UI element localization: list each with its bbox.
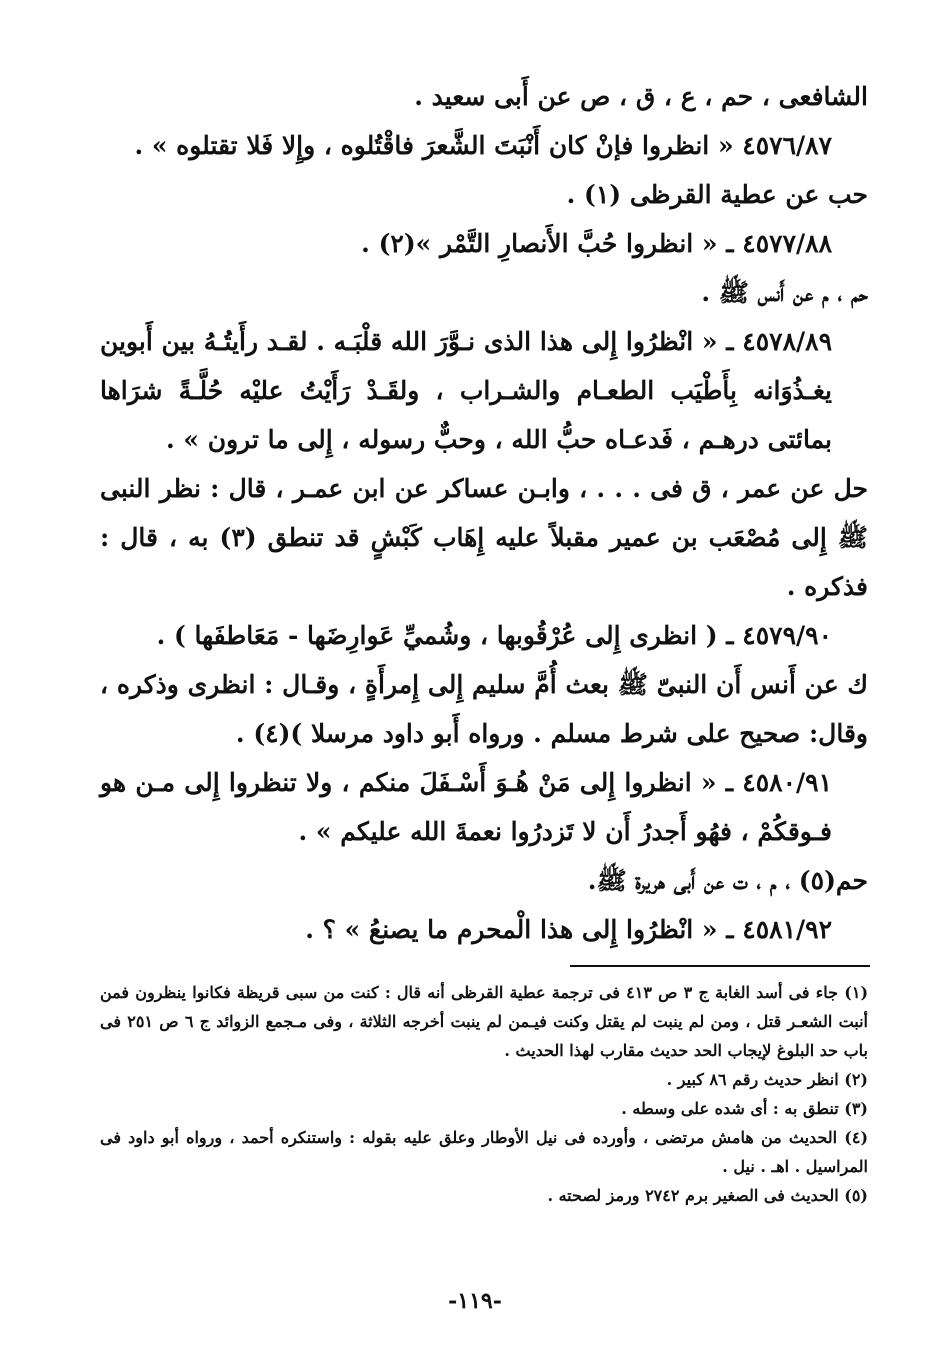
footnote: (٥) الحديث فى الصغير برم ٢٧٤٢ ورمز لصحته . [547,1186,868,1205]
hadith-4580: ٤٥٨٠/٩١ ـ « انظروا إِلى مَنْ هُـوَ أَسْـفَلَ منكم ، ولا تنظروا إِلى مـن هو فـوقكُمْ ، فهُو أَجدرُ أَن لا تَزدرُوا نعمةَ الله عليكم » . [100,768,832,846]
footnote: (١) جاء فى أسد الغابة ج ٣ ص ٤١٣ فى ترجمة عطية القرظى أنه قال : كنت من سبى قريظة فكانوا ينظرون فمن أنبت الشعـر قتل ، ومن لم ينبت لم يقتل وكنت فيـمن لم ينبت أخرجه الثلاثة ، وفى مـجمع الزوائد ج ٦ ص ٢٥١ فى باب حد البلوغ لإيجاب الحد حديث مقارب لهذا الحديث . [100,983,869,1060]
source-line: ك عن أَنس أَن النبىّ ﷺ بعث أُمَّ سليم إِلى إِمرأَةٍ ، وقـال : انظرى وذكره ، وقال: صحيح على شرط مسلم . ورواه أَبو داود مرسلا )(٤) . [100,670,868,748]
source-line: حم ، م عن أَنس ﷺ . [701,278,868,307]
hadith-4577: ٤٥٧٧/٨٨ ـ « انظروا حُبَّ الأَنصارِ التَّمْر »(٢) . [361,229,832,258]
page-body [100,72,868,954]
footnote: (٤) الحديث من هامش مرتضى ، وأورده فى نيل الأوطار وعلق عليه بقوله : واستنكره أحمد ، ورواه أبو داود فى المراسيل . اهـ . نيل . [100,1128,869,1176]
source-line: الشافعى ، حم ، ع ، ق ، ص عن أَبى سعيد . [414,82,868,111]
footnote: (٢) انظر حديث رقم ٨٦ كبير . [666,1070,868,1089]
footnote-divider [570,965,870,967]
source-line: حب عن عطية القرظى (١) . [566,180,868,209]
hadith-4581: ٤٥٨١/٩٢ ـ « انْظرُوا إِلى هذا الْمحرم ما يصنعُ » ؟ . [305,915,832,944]
hadith-4579: ٤٥٧٩/٩٠ ـ ( انظرى إِلى عُرْقُوبها ، وشُميِّ عَوارِضَها - مَعَاطفَها ) . [156,621,832,650]
page-number: -١١٩- [448,1288,502,1314]
footnotes [100,978,868,1210]
hadith-4576: ٤٥٧٦/٨٧ « انظروا فإنْ كان أَنْبَتَ الشَّعرَ فاقْتُلوه ، وإِلا فَلا تقتلوه » . [134,131,832,160]
source-line: حم(٥) ، م ، ت عن أَبى هريرة ﷺ. [587,866,868,895]
source-line: حل عن عمر ، ق فى . . . ، وابـن عساكر عن ابن عمـر ، قال : نظر النبى ﷺ إِلى مُصْعَب بن عمير مقبلاً عليه إِهَاب كَبْشٍ قد تنطق (٣) به ، قال : فذكره . [100,474,869,601]
footnote: (٣) تنطق به : أى شده على وسطه . [621,1099,868,1118]
main-text [100,72,868,954]
hadith-4578: ٤٥٧٨/٨٩ ـ « انْظرُوا إِلى هذا الذى نـوَّرَ الله قلْبَـه . لقـد رأَيتُـهُ بين أَبوين يغـذُوَانه بِأَطْيَب الطعـام والشـراب ، ولقَـدْ رَأَيْتُ عليْه حُلَّـةً شرَاها بمائتى درهـم ، فَدعـاه حبُّ الله ، وحبٌّ رسوله ، إِلى ما ترون » . [100,327,832,454]
